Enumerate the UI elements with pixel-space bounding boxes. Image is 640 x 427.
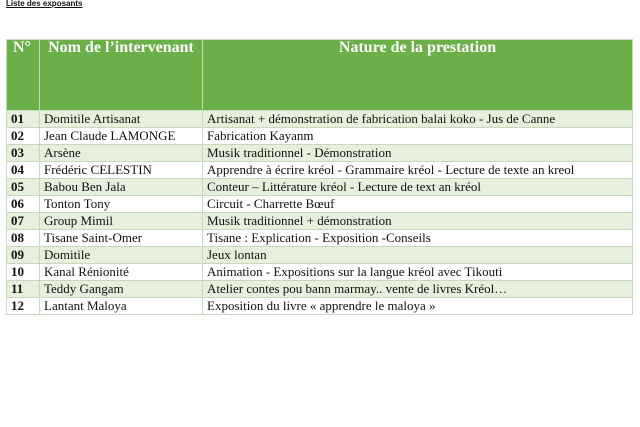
row-name: Frédéric CELESTIN — [40, 162, 203, 179]
row-name: Lantant Maloya — [40, 298, 203, 315]
row-number: 12 — [7, 298, 40, 315]
table-row — [7, 179, 633, 196]
row-nature: Apprendre à écrire kréol - Grammaire kréol - Lecture de texte an kreol — [203, 162, 633, 179]
row-number: 09 — [7, 247, 40, 264]
table-row — [7, 281, 633, 298]
table-row — [7, 264, 633, 281]
table-row — [7, 230, 633, 247]
header-nature: Nature de la prestation — [203, 40, 633, 111]
row-name: Jean Claude LAMONGE — [40, 128, 203, 145]
row-name: Arsène — [40, 145, 203, 162]
row-nature: Artisanat + démonstration de fabrication balai koko - Jus de Canne — [203, 111, 633, 128]
row-name: Tisane Saint-Omer — [40, 230, 203, 247]
row-nature: Circuit - Charrette Bœuf — [203, 196, 633, 213]
row-nature: Musik traditionnel - Démonstration — [203, 145, 633, 162]
row-name: Babou Ben Jala — [40, 179, 203, 196]
row-number: 05 — [7, 179, 40, 196]
row-nature: Exposition du livre « apprendre le maloya » — [203, 298, 633, 315]
table-row — [7, 111, 633, 128]
row-nature: Conteur – Littérature kréol - Lecture de text an kréol — [203, 179, 633, 196]
row-name: Tonton Tony — [40, 196, 203, 213]
row-name: Domitile Artisanat — [40, 111, 203, 128]
row-name: Teddy Gangam — [40, 281, 203, 298]
row-number: 02 — [7, 128, 40, 145]
table-row — [7, 213, 633, 230]
row-name: Domitile — [40, 247, 203, 264]
row-nature: Jeux lontan — [203, 247, 633, 264]
row-number: 04 — [7, 162, 40, 179]
row-nature: Musik traditionnel + démonstration — [203, 213, 633, 230]
table-row — [7, 298, 633, 315]
row-number: 03 — [7, 145, 40, 162]
row-nature: Fabrication Kayanm — [203, 128, 633, 145]
table-header-row — [7, 40, 633, 111]
row-number: 06 — [7, 196, 40, 213]
table-row — [7, 128, 633, 145]
row-number: 07 — [7, 213, 40, 230]
table-row — [7, 247, 633, 264]
row-nature: Atelier contes pou bann marmay.. vente de livres Kréol… — [203, 281, 633, 298]
row-number: 11 — [7, 281, 40, 298]
header-number: N° — [7, 40, 40, 111]
table-row — [7, 162, 633, 179]
row-name: Group Mimil — [40, 213, 203, 230]
page-heading: Liste des exposants — [6, 0, 83, 8]
row-name: Kanal Rénionité — [40, 264, 203, 281]
table-row — [7, 145, 633, 162]
row-number: 10 — [7, 264, 40, 281]
header-name: Nom de l’intervenant — [40, 40, 203, 111]
row-number: 08 — [7, 230, 40, 247]
row-nature: Animation - Expositions sur la langue kréol avec Tikouti — [203, 264, 633, 281]
table-row — [7, 196, 633, 213]
exhibitors-table — [6, 39, 633, 315]
row-nature: Tisane : Explication - Exposition -Conseils — [203, 230, 633, 247]
row-number: 01 — [7, 111, 40, 128]
